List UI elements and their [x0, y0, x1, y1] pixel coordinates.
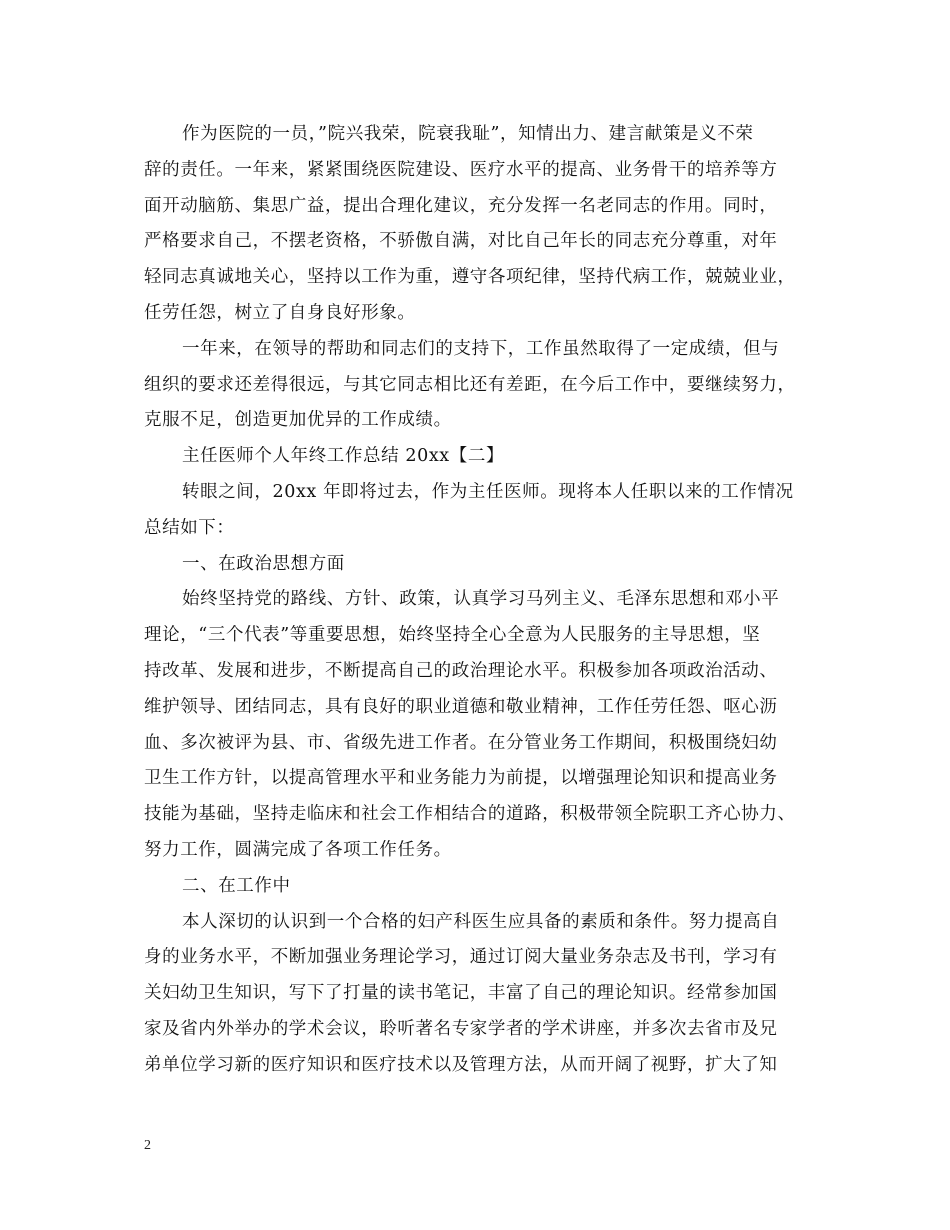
- paragraph-opening: 转眼之间，20xx 年即将过去，作为主任医师。现将本人任职以来的工作情况 总结如下：: [144, 481, 794, 538]
- page-number: 2: [144, 1138, 151, 1153]
- paragraph-at-work: 本人深切的认识到一个合格的妇产科医生应具备的素质和条件。努力提高自 身的业务水平，不断加强业务理论学习，通过订阅大量业务杂志及书刊，学习有 关妇幼卫生知识，写下了打量的读书笔记，丰富了自己的理论知识。经常参加国 家及省内外举办的学术会议，聆听著名专家学者的学术讲座，并多次去省市及兄 弟单位学习新的医疗知识和医疗技术以及管理方法，从而开阔了视野，扩大了知: [144, 911, 780, 1075]
- paragraph-political-thought: 始终坚持党的路线、方针、政策，认真学习马列主义、毛泽东思想和邓小平 理论，“三个代表”等重要思想，始终坚持全心全意为人民服务的主导思想，坚 持改革、发展和进步，不断提高自己的政治理论水平。积极参加各项政治活动、 维护领导、团结同志，具有良好的职业道德和敬业精神，工作任劳任怨、呕心沥 血、多次被评为县、市、省级先进工作者。在分管业务工作期间，积极围绕妇幼 卫生工作方针，以提高管理水平和业务能力为前提，以增强理论知识和提高业务 技能为基础，坚持走临床和社会工作相结合的道路，积极带领全院职工齐心协力、 努力工作，圆满完成了各项工作任务。: [144, 589, 796, 860]
- paragraph-year-summary: 一年来，在领导的帮助和同志们的支持下，工作虽然取得了一定成绩，但与 组织的要求还差得很远，与其它同志相比还有差距，在今后工作中，要继续努力， 克服不足，创造更加优异的工作成绩。: [144, 338, 796, 431]
- heading-at-work: 二、在工作中: [182, 875, 291, 896]
- document-body: [144, 117, 814, 1084]
- paragraph-intro-contribution: 作为医院的一员，”院兴我荣，院衰我耻”，知情出力、建言献策是义不荣 辞的责任。一年来，紧紧围绕医院建设、医疗水平的提高、业务骨干的培养等方 面开动脑筋、集思广益，提出合理化建议，充分发挥一名老同志的作用。同时， 严格要求自己，不摆老资格，不骄傲自满，对比自己年长的同志充分尊重，对年 轻同志真诚地关心，坚持以工作为重，遵守各项纪律，坚持代病工作，兢兢业业， 任劳任怨，树立了自身良好形象。: [144, 124, 796, 323]
- heading-political-thought: 一、在政治思想方面: [182, 553, 345, 574]
- section-title-part-two: 主任医师个人年终工作总结 20xx【二】: [182, 446, 505, 467]
